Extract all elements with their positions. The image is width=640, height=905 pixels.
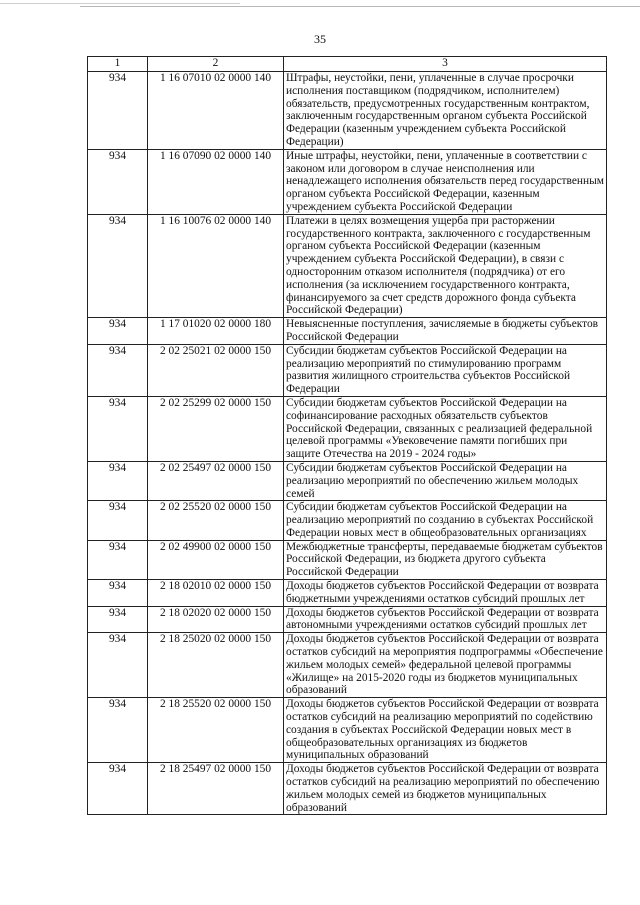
page-number: 35 — [314, 32, 326, 46]
revenue-name-cell: Доходы бюджетов субъектов Российской Федерации от возврата автономными учреждениями остатков субсидий прошлых лет — [284, 606, 607, 633]
table-row — [88, 344, 607, 396]
revenue-name-cell: Доходы бюджетов субъектов Российской Федерации от возврата бюджетными учреждениями остатков субсидий прошлых лет — [284, 580, 607, 607]
table-row — [88, 763, 607, 815]
revenue-code-cell: 2 02 25021 02 0000 150 — [148, 344, 284, 396]
revenue-name-cell: Иные штрафы, неустойки, пени, уплаченные в соответствии с законом или договором в случае неисполнения или ненадлежащего исполнения обязательств перед государственным органом субъекта Российской Федерации, казенным учреждением субъекта Российской Федерации — [284, 149, 607, 214]
revenue-name-cell: Доходы бюджетов субъектов Российской Федерации от возврата остатков субсидий на реализацию мероприятий по содействию создания в субъектах Российской Федерации новых мест в общеобразовательных организациях из бюджетов муниципальных образований — [284, 698, 607, 763]
table-header-row — [88, 57, 607, 72]
admin-code-cell: 934 — [88, 763, 148, 815]
revenue-name-cell: Субсидии бюджетам субъектов Российской Федерации на реализацию мероприятий по стимулированию программ развития жилищного строительства субъектов Российской Федерации — [284, 344, 607, 396]
revenue-name-cell: Доходы бюджетов субъектов Российской Федерации от возврата остатков субсидий на мероприятия подпрограммы «Обеспечение жильем молодых семей» федеральной целевой программы «Жилище» на 2015-2020 годы из бюджетов муниципальных образований — [284, 633, 607, 698]
revenue-code-cell: 2 18 02020 02 0000 150 — [148, 606, 284, 633]
revenue-code-cell: 2 02 25497 02 0000 150 — [148, 461, 284, 500]
table-row — [88, 318, 607, 345]
table-row — [88, 396, 607, 461]
revenue-code-cell: 2 02 25520 02 0000 150 — [148, 501, 284, 540]
revenue-code-cell: 1 16 07090 02 0000 140 — [148, 149, 284, 214]
revenue-name-cell: Платежи в целях возмещения ущерба при расторжении государственного контракта, заключенного с государственным органом субъекта Российской Федерации (казенным учреждением субъекта Российской Федерации), в связи с односторонним отказом исполнителя (подрядчика) от его исполнения (за исключением государственного контракта, финансируемого за счет средств дорожного фонда субъекта Российской Федерации) — [284, 214, 607, 317]
admin-code-cell: 934 — [88, 540, 148, 579]
table-row — [88, 540, 607, 579]
scan-edge-line — [80, 6, 640, 7]
revenue-code-cell: 2 18 25020 02 0000 150 — [148, 633, 284, 698]
revenue-name-cell: Штрафы, неустойки, пени, уплаченные в случае просрочки исполнения поставщиком (подрядчиком, исполнителем) обязательств, предусмотренных государственным контрактом, заключенным государственным органом субъекта Российской Федерации (казенным учреждением субъекта Российской Федерации) — [284, 72, 607, 150]
table-row — [88, 698, 607, 763]
admin-code-cell: 934 — [88, 344, 148, 396]
revenue-code-cell: 1 17 01020 02 0000 180 — [148, 318, 284, 345]
revenue-name-cell: Доходы бюджетов субъектов Российской Федерации от возврата остатков субсидий на реализацию мероприятий по обеспечению жильем молодых семей из бюджетов муниципальных образований — [284, 763, 607, 815]
admin-code-cell: 934 — [88, 580, 148, 607]
revenue-name-cell: Межбюджетные трансферты, передаваемые бюджетам субъектов Российской Федерации, из бюджета другого субъекта Российской Федерации — [284, 540, 607, 579]
table-row — [88, 461, 607, 500]
table-row — [88, 633, 607, 698]
admin-code-cell: 934 — [88, 606, 148, 633]
admin-code-cell: 934 — [88, 461, 148, 500]
revenue-name-cell: Субсидии бюджетам субъектов Российской Федерации на реализацию мероприятий по обеспечению жильем молодых семей — [284, 461, 607, 500]
scan-edge-line — [0, 3, 240, 4]
revenue-code-cell: 1 16 10076 02 0000 140 — [148, 214, 284, 317]
table-row — [88, 72, 607, 150]
column-header-1: 1 — [88, 57, 148, 72]
admin-code-cell: 934 — [88, 501, 148, 540]
admin-code-cell: 934 — [88, 318, 148, 345]
revenue-codes-table — [87, 56, 607, 815]
column-header-2: 2 — [148, 57, 284, 72]
admin-code-cell: 934 — [88, 633, 148, 698]
revenue-code-cell: 2 02 25299 02 0000 150 — [148, 396, 284, 461]
admin-code-cell: 934 — [88, 396, 148, 461]
table-row — [88, 214, 607, 317]
revenue-code-cell: 2 02 49900 02 0000 150 — [148, 540, 284, 579]
table-row — [88, 501, 607, 540]
table-row — [88, 149, 607, 214]
admin-code-cell: 934 — [88, 214, 148, 317]
revenue-name-cell: Субсидии бюджетам субъектов Российской Федерации на реализацию мероприятий по созданию в субъектах Российской Федерации новых мест в общеобразовательных организациях — [284, 501, 607, 540]
revenue-code-cell: 1 16 07010 02 0000 140 — [148, 72, 284, 150]
admin-code-cell: 934 — [88, 72, 148, 150]
revenue-name-cell: Невыясненные поступления, зачисляемые в бюджеты субъектов Российской Федерации — [284, 318, 607, 345]
column-header-3: 3 — [284, 57, 607, 72]
admin-code-cell: 934 — [88, 149, 148, 214]
admin-code-cell: 934 — [88, 698, 148, 763]
table-row — [88, 606, 607, 633]
revenue-code-cell: 2 18 25497 02 0000 150 — [148, 763, 284, 815]
revenue-code-cell: 2 18 02010 02 0000 150 — [148, 580, 284, 607]
revenue-code-cell: 2 18 25520 02 0000 150 — [148, 698, 284, 763]
table-row — [88, 580, 607, 607]
revenue-name-cell: Субсидии бюджетам субъектов Российской Федерации на софинансирование расходных обязательств субъектов Российской Федерации, связанных с реализацией федеральной целевой программы «Увековечение памяти погибших при защите Отечества на 2019 - 2024 годы» — [284, 396, 607, 461]
